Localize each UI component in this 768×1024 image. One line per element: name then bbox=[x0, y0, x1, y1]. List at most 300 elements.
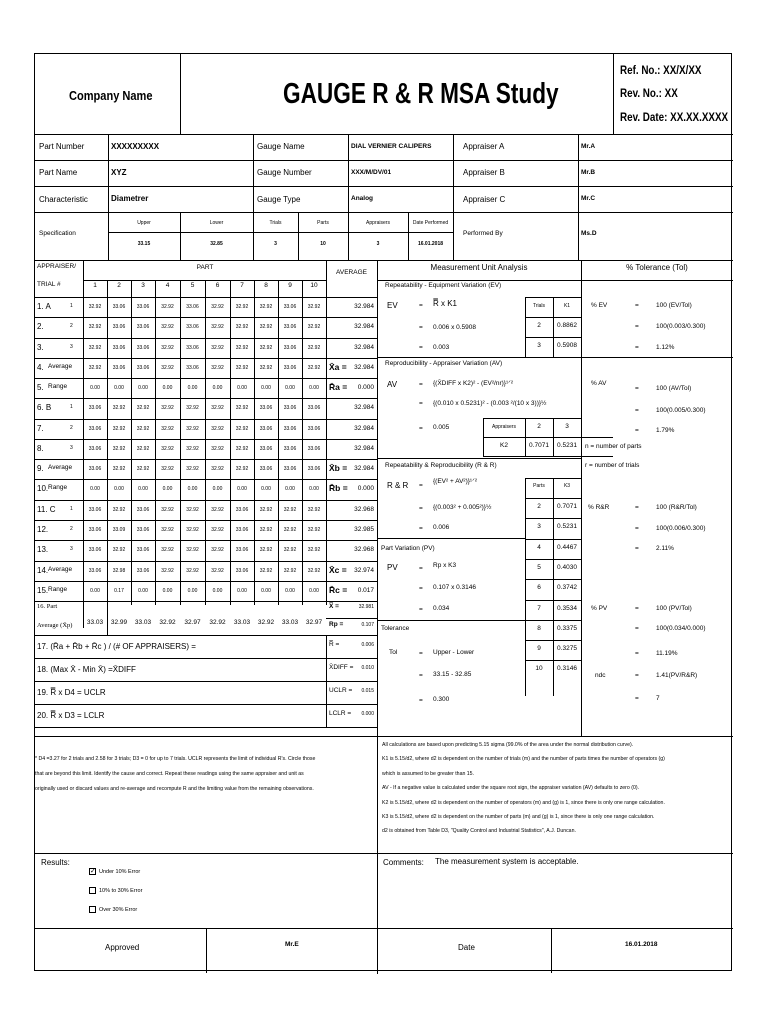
row-label: 1. A bbox=[37, 302, 51, 311]
row-average: 32.968 bbox=[354, 505, 374, 513]
cell-value: 32.92 bbox=[211, 506, 224, 513]
gauge-number-label: Gauge Number bbox=[257, 168, 312, 177]
result-checkbox[interactable] bbox=[89, 887, 96, 894]
k3-value: 0.3534 bbox=[557, 604, 577, 612]
cell-value: 33.06 bbox=[283, 425, 297, 432]
k3-parts: 5 bbox=[537, 563, 541, 571]
cell-value: 32.92 bbox=[161, 425, 174, 432]
k3-value: 0.5231 bbox=[557, 523, 577, 531]
pct-rr-value: 100 (R&R/Tol) bbox=[656, 504, 697, 511]
cell-value: 0.00 bbox=[237, 486, 247, 493]
pct-ev-label: % EV bbox=[591, 302, 608, 309]
performed-by-label: Performed By bbox=[463, 230, 503, 237]
cell-value: 32.92 bbox=[211, 445, 224, 452]
cell-value: 32.92 bbox=[88, 344, 102, 351]
row-sub-label: 2 bbox=[70, 424, 73, 431]
part-average: 32.99 bbox=[110, 619, 128, 627]
footnote-line: * D4 =3.27 for 2 trials and 2.58 for 3 trials; D3 = 0 for up to 7 trials. UCLR represents the limit of individual R's. Circle those bbox=[35, 756, 316, 762]
result-checkbox[interactable] bbox=[89, 906, 96, 913]
pct-av-value: 100(0.005/0.300) bbox=[656, 407, 706, 414]
k3-parts: 6 bbox=[537, 584, 541, 592]
appraiser-c-value: Mr.C bbox=[581, 195, 596, 202]
rr-title: Repeatability & Reproducibility (R & R) bbox=[385, 462, 497, 469]
cell-value: 0.00 bbox=[212, 486, 223, 493]
cell-value: 0.00 bbox=[237, 587, 247, 594]
result-option-label: Under 10% Error bbox=[99, 869, 141, 875]
cell-value: 0.00 bbox=[285, 587, 295, 594]
cell-value: 32.92 bbox=[211, 405, 224, 412]
row-sub-label: 1 bbox=[70, 303, 73, 309]
row-label: 7. bbox=[37, 423, 44, 433]
row-average: 32.984 bbox=[354, 363, 374, 371]
rp-symbol: Rp = bbox=[329, 621, 344, 629]
row-average: 32.984 bbox=[354, 323, 374, 331]
ndc-value: 7 bbox=[656, 695, 660, 702]
gauge-number-value: XXX/M/DV/01 bbox=[351, 169, 392, 176]
cell-value: 0.00 bbox=[90, 486, 100, 493]
cell-value: 0.00 bbox=[309, 486, 319, 493]
row-label: 14. bbox=[37, 565, 49, 575]
cell-value: 33.06 bbox=[235, 567, 249, 574]
spec-value: 16.01.2018 bbox=[417, 241, 444, 247]
cell-value: 33.06 bbox=[136, 547, 150, 554]
k3-value: 0.3375 bbox=[557, 624, 577, 632]
row-label: 8. bbox=[37, 443, 44, 453]
row-sub-label: 2 bbox=[70, 525, 73, 532]
row-symbol: X̄c = bbox=[329, 564, 347, 575]
cell-value: 32.92 bbox=[161, 526, 174, 533]
cell-value: 33.06 bbox=[88, 405, 102, 412]
spec-header: Date Performed bbox=[412, 220, 449, 226]
performed-by-value: Ms.D bbox=[581, 230, 597, 237]
cell-value: 32.92 bbox=[88, 364, 102, 371]
cell-value: 32.92 bbox=[259, 567, 273, 574]
row-label: 13. bbox=[37, 545, 49, 555]
eq-sign: = bbox=[635, 407, 639, 414]
cell-value: 33.06 bbox=[112, 364, 126, 371]
cell-value: 32.92 bbox=[259, 526, 273, 533]
cell-value: 32.92 bbox=[112, 466, 126, 473]
eq-sign: = bbox=[635, 605, 639, 612]
row-average: 32.984 bbox=[354, 404, 374, 412]
summary-row-symbol: X̄DIFF = bbox=[329, 664, 354, 672]
ndc-label: ndc bbox=[595, 672, 606, 679]
date-value: 16.01.2018 bbox=[625, 941, 658, 948]
eq-sign: = bbox=[635, 672, 639, 679]
cell-value: 33.06 bbox=[307, 445, 321, 452]
part-average: 33.03 bbox=[281, 619, 299, 627]
k1-trials: 2 bbox=[537, 322, 541, 329]
row-average: 32.984 bbox=[354, 424, 374, 432]
cell-value: 0.00 bbox=[162, 385, 173, 392]
cell-value: 32.92 bbox=[161, 506, 174, 513]
cell-value: 32.92 bbox=[235, 466, 249, 473]
cell-value: 33.06 bbox=[307, 425, 321, 432]
cell-value: 33.06 bbox=[307, 405, 321, 412]
row-average: 32.984 bbox=[354, 465, 374, 473]
approved-label: Approved bbox=[105, 943, 140, 952]
eq-sign: = bbox=[419, 525, 423, 532]
n-note: n = number of parts bbox=[585, 443, 642, 450]
summary-row-label: 19. R̿ x D4 = UCLR bbox=[37, 688, 106, 698]
pv-label: PV bbox=[387, 563, 398, 572]
row-average: 32.968 bbox=[354, 546, 374, 554]
k3-value: 0.3742 bbox=[557, 584, 577, 592]
cell-value: 0.00 bbox=[212, 587, 223, 594]
cell-value: 32.92 bbox=[235, 405, 249, 412]
cell-value: 32.92 bbox=[112, 547, 126, 554]
eq-sign: = bbox=[419, 425, 423, 432]
row-symbol: X̄b = bbox=[329, 463, 348, 474]
appraiser-c-label: Appraiser C bbox=[463, 195, 506, 204]
cell-value: 33.06 bbox=[88, 425, 102, 432]
ev-calc: 0.006 x 0.5908 bbox=[433, 324, 477, 331]
appraiser-a-value: Mr.A bbox=[581, 143, 596, 150]
cell-value: 32.92 bbox=[136, 405, 150, 412]
k3-parts-header: Parts bbox=[533, 483, 545, 489]
row-symbol: R̄a = bbox=[329, 382, 348, 393]
eq-sign: = bbox=[419, 400, 423, 407]
spec-header: Trials bbox=[269, 220, 282, 226]
comments-text: The measurement system is acceptable. bbox=[435, 857, 579, 866]
pct-pv-value: 100(0.034/0.000) bbox=[656, 625, 706, 632]
part-average: 32.92 bbox=[159, 619, 176, 627]
part-average: 33.03 bbox=[134, 619, 152, 627]
cell-value: 32.92 bbox=[211, 425, 224, 432]
pct-rr-value: 100(0.006/0.300) bbox=[656, 525, 706, 532]
eq-sign: = bbox=[419, 565, 423, 572]
cell-value: 0.00 bbox=[138, 587, 148, 594]
rr-result: 0.006 bbox=[433, 524, 450, 531]
part-number: 4 bbox=[165, 282, 170, 289]
row-label: 15. bbox=[37, 585, 49, 595]
cell-value: 32.92 bbox=[211, 344, 224, 351]
cell-value: 33.06 bbox=[259, 425, 273, 432]
cell-value: 32.92 bbox=[186, 445, 199, 452]
pv-result: 0.034 bbox=[433, 605, 450, 612]
calc-note-line: K3 is 5.15/d2, where d2 is dependent on the number of parts (m) and (g) is 1, since there is only one range calculation. bbox=[382, 814, 655, 820]
tol-formula: Upper - Lower bbox=[433, 649, 475, 656]
cell-value: 32.92 bbox=[186, 506, 199, 513]
cell-value: 0.00 bbox=[261, 385, 271, 392]
cell-value: 32.92 bbox=[211, 466, 224, 473]
calc-note-line: All calculations are based upon predicting 5.15 sigma (99.0% of the area under the normal distribution curve). bbox=[382, 742, 634, 748]
appraiser-a-label: Appraiser A bbox=[463, 142, 505, 151]
k2-appraisers: 3 bbox=[565, 423, 569, 430]
spec-value: 33.15 bbox=[137, 241, 151, 247]
eq-sign: = bbox=[635, 525, 639, 532]
cell-value: 32.92 bbox=[161, 304, 174, 310]
cell-value: 32.92 bbox=[112, 445, 126, 452]
ndc-value: 1.41(PV/R&R) bbox=[656, 672, 698, 679]
cell-value: 32.98 bbox=[112, 567, 126, 574]
cell-value: 32.92 bbox=[161, 405, 174, 412]
row-label: 2. bbox=[37, 322, 44, 332]
gauge-name-label: Gauge Name bbox=[257, 142, 305, 151]
row-sub-label: Average bbox=[48, 362, 73, 370]
cell-value: 32.92 bbox=[161, 466, 174, 473]
k3-parts: 4 bbox=[537, 543, 541, 551]
row-symbol: R̄c = bbox=[329, 584, 348, 595]
pct-ev-value: 100(0.003/0.300) bbox=[656, 323, 706, 330]
cell-value: 0.00 bbox=[309, 385, 319, 392]
footnote-line: originally used or discard values and re-average and recompute R and the limiting value from the remaining observations. bbox=[35, 786, 314, 792]
row-average: 32.984 bbox=[354, 303, 374, 310]
row-sub-label: Range bbox=[48, 585, 68, 593]
cell-value: 33.06 bbox=[186, 324, 199, 331]
av-title: Reproducibility - Appraiser Variation (AV) bbox=[385, 360, 503, 367]
cell-value: 32.92 bbox=[161, 567, 174, 574]
gauge-type-value: Analog bbox=[351, 195, 374, 202]
appraiser-b-value: Mr.B bbox=[581, 169, 596, 176]
cell-value: 0.17 bbox=[114, 587, 124, 594]
gauge-type-label: Gauge Type bbox=[257, 195, 301, 204]
cell-value: 32.92 bbox=[161, 547, 174, 554]
tol-result: 0.300 bbox=[433, 696, 450, 703]
eq-sign: = bbox=[635, 427, 639, 434]
trial-header: TRIAL # bbox=[37, 281, 61, 288]
cell-value: 33.06 bbox=[136, 567, 150, 574]
eq-sign: = bbox=[635, 385, 639, 392]
row-label: 3. bbox=[37, 342, 44, 352]
eq-sign: = bbox=[635, 625, 639, 632]
k3-parts: 7 bbox=[537, 604, 541, 612]
cell-value: 33.06 bbox=[112, 304, 126, 310]
row-sub-label: Average bbox=[48, 464, 73, 472]
part-number: 7 bbox=[240, 282, 244, 289]
part-average: 32.92 bbox=[209, 619, 226, 627]
cell-value: 33.06 bbox=[136, 364, 150, 371]
cell-value: 33.06 bbox=[283, 445, 297, 452]
row-sub-label: Range bbox=[48, 484, 68, 492]
row-label: 11. C bbox=[37, 504, 56, 514]
cell-value: 32.92 bbox=[235, 425, 249, 432]
cell-value: 32.92 bbox=[186, 405, 199, 412]
pct-av-label: % AV bbox=[591, 380, 607, 387]
eq-sign: = bbox=[635, 695, 639, 702]
spec-header: Lower bbox=[209, 220, 224, 226]
k3-parts: 9 bbox=[537, 645, 541, 653]
cell-value: 0.00 bbox=[212, 385, 223, 392]
cell-value: 33.06 bbox=[259, 466, 273, 473]
eq-sign: = bbox=[419, 302, 423, 309]
part-avg-label: 16. Part bbox=[37, 603, 58, 611]
cell-value: 32.92 bbox=[211, 364, 224, 371]
cell-value: 32.92 bbox=[136, 425, 150, 432]
date-label: Date bbox=[458, 943, 475, 952]
cell-value: 0.00 bbox=[309, 587, 319, 594]
approved-by: Mr.E bbox=[285, 941, 299, 948]
summary-row-label: 17. (R̄a + R̄b + R̄c ) / (# OF APPRAISERS) = bbox=[37, 642, 196, 652]
cell-value: 32.92 bbox=[112, 405, 126, 412]
part-number: 6 bbox=[215, 282, 220, 289]
ev-result: 0.003 bbox=[433, 344, 450, 351]
k3-value: 0.4030 bbox=[557, 563, 577, 571]
cell-value: 32.92 bbox=[186, 466, 199, 473]
appraiser-b-label: Appraiser B bbox=[463, 168, 505, 177]
eq-sign: = bbox=[419, 606, 423, 613]
cell-value: 32.92 bbox=[161, 445, 174, 452]
row-average: 32.984 bbox=[354, 343, 374, 351]
pv-formula: Rp x K3 bbox=[433, 562, 457, 569]
cell-value: 0.00 bbox=[285, 486, 295, 493]
av-formula: {(X̄DIFF x K2)² - (EV²/nr)}¹ᐟ² bbox=[433, 380, 514, 387]
cell-value: 32.92 bbox=[259, 547, 273, 554]
pv-calc: 0.107 x 0.3146 bbox=[433, 584, 477, 591]
company-name: Company Name bbox=[69, 88, 153, 103]
cell-value: 0.00 bbox=[90, 587, 100, 594]
k2-appraisers: 2 bbox=[537, 423, 541, 430]
part-number-value: XXXXXXXXX bbox=[111, 142, 160, 151]
part-avg-sub: Average (X̄p) bbox=[37, 622, 73, 630]
cell-value: 0.00 bbox=[261, 587, 271, 594]
cell-value: 32.92 bbox=[88, 304, 102, 310]
k2-appraisers-header: Appraisers bbox=[492, 424, 516, 430]
summary-row-label: 20. R̿ x D3 = LCLR bbox=[37, 711, 105, 721]
row-label: 10. bbox=[37, 484, 49, 494]
row-label: 4. bbox=[37, 362, 44, 372]
cell-value: 32.92 bbox=[307, 526, 321, 533]
cell-value: 32.92 bbox=[283, 567, 297, 574]
tolerance-title: % Tolerance (Tol) bbox=[626, 263, 688, 272]
rp-value: 0.107 bbox=[361, 622, 374, 629]
cell-value: 32.92 bbox=[307, 506, 321, 513]
cell-value: 32.92 bbox=[211, 567, 224, 574]
cell-value: 33.06 bbox=[88, 506, 102, 513]
summary-row-value: 0.010 bbox=[361, 665, 374, 672]
cell-value: 32.92 bbox=[307, 324, 321, 331]
summary-row-symbol: R̿ = bbox=[329, 641, 340, 649]
calc-note-line: K1 is 5.15/d2, where d2 is dependent on the number of trials (m) and the number of parts times the number of operators (g) bbox=[382, 756, 665, 763]
eq-sign: = bbox=[419, 697, 423, 704]
av-result: 0.005 bbox=[433, 424, 450, 431]
cell-value: 33.06 bbox=[186, 304, 199, 310]
cell-value: 33.06 bbox=[235, 526, 249, 533]
cell-value: 32.92 bbox=[259, 506, 273, 513]
cell-value: 32.92 bbox=[235, 304, 249, 310]
gauge-rr-sheet bbox=[34, 53, 732, 971]
cell-value: 33.06 bbox=[88, 567, 102, 574]
summary-row-value: 0.006 bbox=[361, 642, 374, 649]
result-option-label: Over 30% Error bbox=[99, 907, 138, 913]
part-number: 9 bbox=[288, 282, 292, 289]
part-number: 1 bbox=[93, 282, 97, 289]
part-number-label: Part Number bbox=[39, 142, 85, 151]
pv-title: Part Variation (PV) bbox=[381, 545, 435, 552]
av-calc: {(0.010 x 0.5231)² - (0.003 ²/(10 x 3))}½ bbox=[433, 400, 547, 407]
cell-value: 32.92 bbox=[307, 364, 321, 371]
pct-ev-value: 100 (EV/Tol) bbox=[656, 302, 692, 309]
part-average: 32.97 bbox=[184, 619, 201, 627]
tol-label: Tol bbox=[389, 649, 398, 656]
cell-value: 33.06 bbox=[136, 506, 150, 513]
page-title: GAUGE R & R MSA Study bbox=[283, 78, 559, 110]
cell-value: 33.06 bbox=[283, 405, 297, 412]
cell-value: 32.92 bbox=[161, 344, 174, 351]
eq-sign: = bbox=[419, 585, 423, 592]
row-average: 32.984 bbox=[354, 444, 374, 452]
cell-value: 33.06 bbox=[186, 364, 199, 371]
calc-note-line: K2 is 5.15/d2, where d2 is dependent on the number of operators (m) and (g) is 1, since there is only one range calculation. bbox=[382, 799, 665, 806]
cell-value: 32.92 bbox=[307, 547, 321, 554]
calc-note-line: which is assumed to be greater than 15. bbox=[382, 770, 474, 777]
cell-value: 33.06 bbox=[283, 344, 297, 351]
pct-pv-value: 100 (PV/Tol) bbox=[656, 605, 692, 612]
row-label: 9. bbox=[37, 464, 44, 474]
cell-value: 0.00 bbox=[187, 486, 198, 493]
k1-trials-header: Trials bbox=[532, 303, 546, 309]
part-average: 32.97 bbox=[305, 619, 323, 627]
cell-value: 33.06 bbox=[186, 344, 199, 351]
k2-value: 0.5231 bbox=[557, 442, 577, 449]
part-number: 5 bbox=[190, 282, 195, 289]
cell-value: 32.92 bbox=[161, 364, 174, 371]
part-number: 10 bbox=[310, 282, 318, 289]
spec-header: Appraisers bbox=[366, 220, 390, 226]
eq-sign: = bbox=[635, 650, 639, 657]
row-label: 12. bbox=[37, 524, 49, 534]
spec-value: 32.85 bbox=[210, 241, 223, 247]
part-name-label: Part Name bbox=[39, 168, 78, 177]
k1-header: K1 bbox=[563, 303, 571, 309]
mua-title: Measurement Unit Analysis bbox=[430, 263, 528, 272]
cell-value: 33.06 bbox=[283, 304, 297, 310]
k2-label: K2 bbox=[500, 442, 508, 449]
summary-row-symbol: LCLR = bbox=[329, 710, 352, 718]
k3-value: 0.3146 bbox=[557, 665, 577, 673]
row-label: 6. B bbox=[37, 403, 52, 413]
r-note: r = number of trials bbox=[585, 462, 640, 469]
cell-value: 32.92 bbox=[136, 466, 150, 473]
result-checkbox[interactable]: ✓ bbox=[90, 868, 96, 875]
row-average: 0.000 bbox=[357, 485, 374, 493]
cell-value: 33.06 bbox=[136, 304, 150, 310]
pct-pv-label: % PV bbox=[591, 605, 608, 612]
tolerance-label: Tolerance bbox=[381, 625, 410, 632]
cell-value: 32.92 bbox=[307, 304, 321, 310]
xbar-value: 32.981 bbox=[358, 604, 374, 611]
cell-value: 32.92 bbox=[259, 324, 273, 331]
eq-sign: = bbox=[635, 504, 639, 511]
summary-row-label: 18. (Max X̄ - Min X̄) =X̄DIFF bbox=[37, 665, 136, 675]
cell-value: 32.92 bbox=[136, 445, 150, 452]
k3-parts: 8 bbox=[537, 624, 541, 632]
ref-no: Ref. No.: XX/X/XX bbox=[620, 63, 702, 77]
eq-sign: = bbox=[419, 381, 423, 388]
row-symbol: X̄a = bbox=[329, 361, 347, 372]
k3-parts: 10 bbox=[535, 665, 543, 673]
footnote-line: that are beyond this limit. Identify the cause and correct. Repeat these readings using the same appraiser and unit as bbox=[35, 771, 304, 777]
cell-value: 32.92 bbox=[211, 547, 224, 554]
cell-value: 32.92 bbox=[283, 547, 297, 554]
av-label: AV bbox=[387, 380, 398, 389]
cell-value: 0.00 bbox=[285, 385, 295, 392]
spec-header: Parts bbox=[317, 220, 329, 226]
cell-value: 33.06 bbox=[136, 526, 150, 533]
cell-value: 33.06 bbox=[259, 445, 273, 452]
cell-value: 33.06 bbox=[88, 547, 102, 554]
cell-value: 32.92 bbox=[259, 364, 273, 371]
k3-value: 0.4467 bbox=[557, 543, 577, 551]
cell-value: 32.92 bbox=[112, 506, 126, 513]
cell-value: 32.92 bbox=[307, 567, 321, 574]
part-number: 3 bbox=[141, 282, 145, 289]
cell-value: 32.92 bbox=[186, 526, 199, 533]
result-option-label: 10% to 30% Error bbox=[99, 888, 143, 894]
cell-value: 33.06 bbox=[136, 344, 150, 351]
row-sub-label: Average bbox=[48, 565, 73, 573]
cell-value: 32.92 bbox=[186, 425, 199, 432]
